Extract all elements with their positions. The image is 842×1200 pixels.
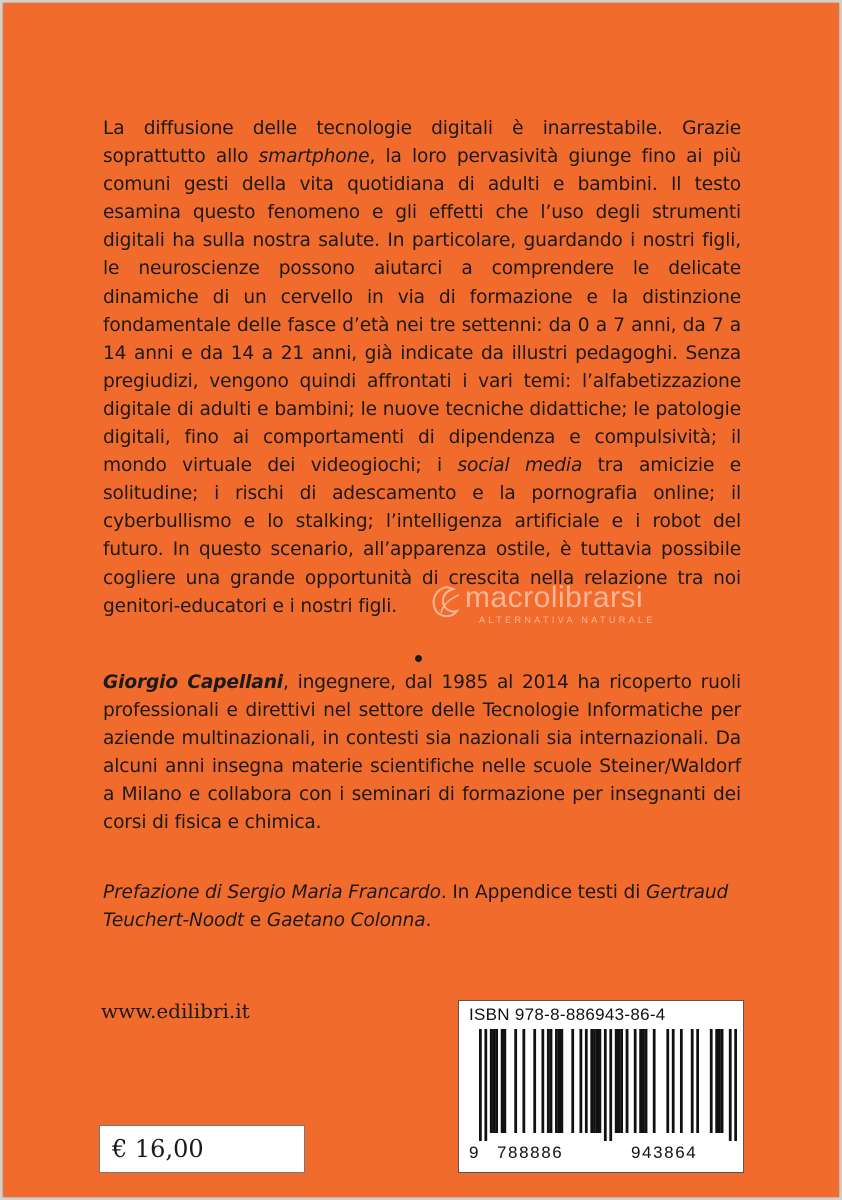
barcode-label	[458, 1000, 744, 1173]
isbn-text: ISBN 978-8-886943-86-4	[469, 1005, 666, 1024]
barcode-bar	[533, 1029, 536, 1133]
barcode-bar	[493, 1029, 496, 1133]
barcode-digit-first: 9	[469, 1143, 479, 1162]
barcode-digits-right: 943864	[631, 1143, 698, 1162]
barcode-bar	[571, 1029, 574, 1133]
barcode-bar	[501, 1029, 504, 1133]
credits: Prefazione di Sergio Maria Francardo. In Appendice testi di Gertraud Teuchert-Noodt e Gaetano Colonna.	[103, 882, 729, 932]
barcode-bar	[680, 1029, 683, 1133]
barcode-bar	[558, 1029, 561, 1133]
barcode-bar	[653, 1029, 656, 1133]
barcode-bar	[484, 1029, 487, 1141]
barcode-bar	[715, 1029, 718, 1133]
barcode-bar	[666, 1029, 669, 1133]
barcode-bar	[718, 1029, 721, 1133]
barcode-bar	[596, 1029, 599, 1133]
barcode-bar	[503, 1029, 506, 1133]
author-name: Giorgio Capellani	[103, 672, 284, 693]
barcode-bar	[550, 1029, 553, 1133]
barcode-digits	[459, 1143, 745, 1167]
barcode-bar	[721, 1029, 724, 1133]
barcode-bar	[479, 1029, 482, 1141]
barcode-bar	[620, 1029, 623, 1133]
barcode-bar	[585, 1029, 588, 1133]
barcode-bar	[615, 1029, 618, 1133]
barcode-bar	[514, 1029, 517, 1133]
price-label: € 16,00	[99, 1125, 305, 1173]
barcode-bar	[490, 1029, 493, 1133]
barcode-bar	[555, 1029, 558, 1133]
watermark-tagline: ALTERNATIVA NATURALE	[479, 615, 656, 625]
watermark-brand: macrolibrarsi	[465, 581, 644, 614]
barcode-bar	[541, 1029, 544, 1133]
barcode-bar	[609, 1029, 612, 1141]
barcode-bar	[593, 1029, 596, 1133]
synopsis	[103, 115, 741, 621]
barcode-bar	[645, 1029, 648, 1133]
appendix-author-2: Gaetano Colonna	[266, 910, 426, 932]
barcode-bar	[590, 1029, 593, 1133]
preface-credit: Prefazione di Sergio Maria Francardo	[103, 882, 441, 903]
emphasis-smartphone: smartphone	[258, 146, 370, 168]
back-cover	[3, 3, 839, 1197]
barcode-bar	[560, 1029, 563, 1133]
barcode-bar	[710, 1029, 713, 1133]
barcode-bar	[639, 1029, 642, 1133]
barcode-bar	[495, 1029, 498, 1133]
appendix-author-1: Gertraud Teuchert-Noodt	[103, 882, 729, 932]
barcode-digits-left: 788886	[497, 1143, 564, 1162]
barcode-bar	[598, 1029, 601, 1133]
barcode-bars	[479, 1029, 737, 1141]
barcode-bar	[696, 1029, 699, 1133]
section-bullet	[415, 655, 422, 662]
emphasis-social-media: social media	[457, 455, 583, 477]
barcode-bar	[579, 1029, 582, 1133]
barcode-bar	[618, 1029, 621, 1133]
barcode-bar	[642, 1029, 645, 1133]
barcode-bar	[604, 1029, 607, 1141]
barcode-bar	[626, 1029, 629, 1133]
barcode-bar	[547, 1029, 550, 1133]
barcode-bar	[734, 1029, 737, 1141]
synopsis-paragraph: La diffusione delle tecnologie digitali è inarrestabile. Grazie soprattutto allo smartphone, la loro pervasività giunge fino ai più comuni gesti della vita quotidiana di adulti e bambini. Il testo esamina questo fenomeno e gli effetti che l’uso degli strumenti digitali ha sulla nostra salute. In particolare, guardando i nostri figli, le neuroscienze possono aiutarci a comprendere le delicate dinamiche di un cervello in via di formazione e la distinzione fondamentale delle fasce d’età nei tre settenni: da 0 a 7 anni, da 7 a 14 anni e da 14 a 21 anni, già indicate da illustri pedagoghi. Senza pregiudizi, vengono quindi affrontati i vari temi: l’alfabetizzazione digitale di adulti e bambini; le nuove tecniche didattiche; le patologie digitali, fino ai comportamenti di dipendenza e compulsività; il mondo virtuale dei videogiochi; i social media tra amicizie e solitudine; i rischi di adescamento e la pornografia online; il cyberbullismo e lo stalking; l’intelligenza artificiale e i robot del futuro. In questo scenario, all’apparenza ostile, è tuttavia possibile cogliere una grande opportunità di crescita nella relazione tra noi genitori-educatori e i nostri figli.	[103, 118, 741, 617]
barcode-bar	[634, 1029, 637, 1133]
author-bio: Giorgio Capellani, ingegnere, dal 1985 al 2014 ha ricoperto ruoli professionali e direttivi nel settore delle Tecnologie Informatiche per aziende multinazionali, in contesti sia nazionali sia internazionali. Da alcuni anni insegna materie scientifiche nelle scuole Steiner/Waldorf a Milano e collabora con i seminari di formazione per insegnanti dei corsi di fisica e chimica.	[103, 672, 742, 834]
barcode-bar	[522, 1029, 525, 1133]
barcode-bar	[672, 1029, 675, 1133]
barcode-bar	[691, 1029, 694, 1133]
publisher-url: www.edilibri.it	[101, 999, 250, 1023]
barcode-bar	[729, 1029, 732, 1141]
